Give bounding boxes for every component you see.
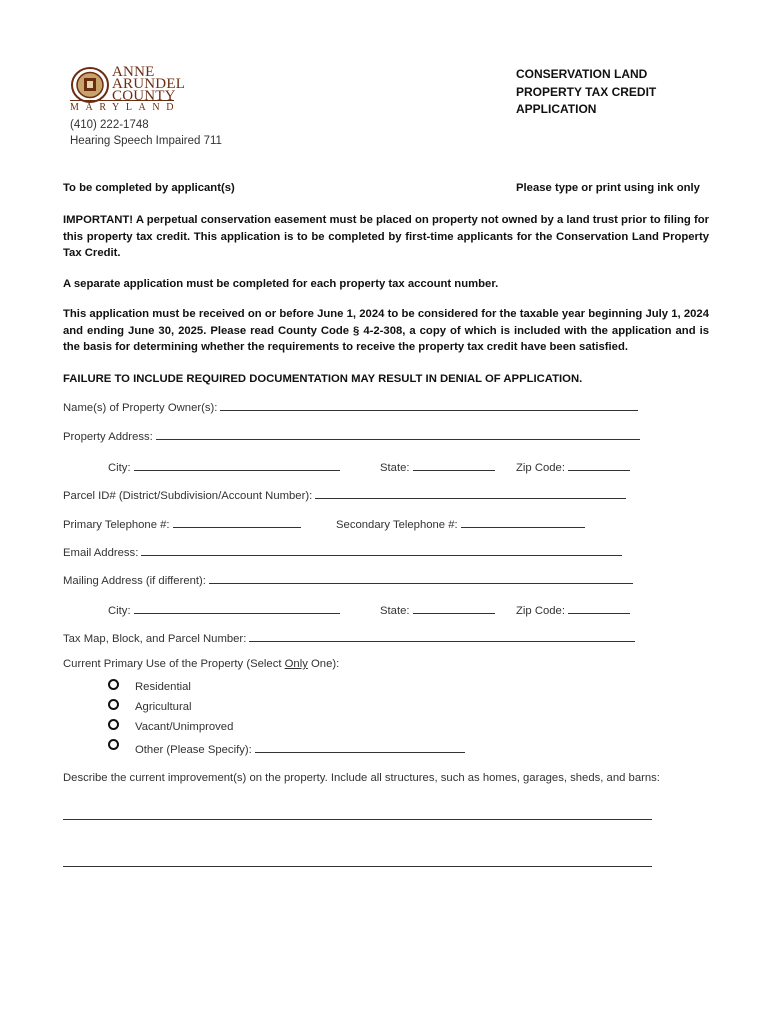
logo-text-arundel: ARUNDEL: [112, 76, 186, 92]
primary-use-label: Current Primary Use of the Property (Select: [63, 658, 285, 670]
secondary-phone-label: Secondary Telephone #:: [336, 519, 458, 531]
important-paragraph: IMPORTANT! A perpetual conservation easement must be placed on property not owned by a land trust prior to filing for this property tax credit. This application is to be completed by first-time applicants for the Conservation Land Property Tax Credit.: [63, 214, 709, 259]
primary-phone-label: Primary Telephone #:: [63, 519, 170, 531]
form-title-line1: CONSERVATION LAND: [516, 67, 648, 81]
owners-label: Name(s) of Property Owner(s):: [63, 402, 218, 414]
separate-application-note: A separate application must be completed for each property tax account number.: [63, 278, 499, 290]
tax-map-label: Tax Map, Block, and Parcel Number:: [63, 633, 247, 645]
primary-use-only: Only: [284, 658, 308, 670]
mailing-zip-input-line[interactable]: [568, 602, 630, 614]
city-label: City:: [108, 462, 131, 474]
mailing-zip-label: Zip Code:: [516, 605, 565, 617]
mailing-address-field: [63, 572, 633, 587]
radio-other[interactable]: [108, 739, 119, 750]
state-field: [380, 459, 495, 474]
primary-phone-input-line[interactable]: [173, 516, 301, 528]
county-logo: [68, 64, 186, 113]
city-input-line[interactable]: [134, 459, 340, 471]
type-or-print-note: Please type or print using ink only: [516, 182, 700, 194]
option-agricultural-label: Agricultural: [135, 701, 192, 713]
address-field: [63, 428, 640, 443]
phone-number: (410) 222-1748: [70, 119, 149, 131]
option-residential-label: Residential: [135, 681, 191, 693]
zip-label: Zip Code:: [516, 462, 565, 474]
other-specify-input-line[interactable]: [255, 741, 465, 753]
radio-vacant[interactable]: [108, 719, 119, 730]
secondary-phone-input-line[interactable]: [461, 516, 585, 528]
form-title: [516, 66, 656, 119]
zip-input-line[interactable]: [568, 459, 630, 471]
mailing-state-field: [380, 602, 495, 617]
county-seal-icon: [70, 66, 110, 104]
state-input-line[interactable]: [413, 459, 495, 471]
primary-phone-field: [63, 516, 301, 531]
parcel-id-field: [63, 487, 626, 502]
option-other-label: Other (Please Specify):: [135, 744, 252, 756]
tty-number: Hearing Speech Impaired 711: [70, 135, 222, 147]
failure-warning: FAILURE TO INCLUDE REQUIRED DOCUMENTATION MAY RESULT IN DENIAL OF APPLICATION.: [63, 373, 583, 385]
city-field: [108, 459, 340, 474]
mailing-city-input-line[interactable]: [134, 602, 340, 614]
mailing-address-label: Mailing Address (if different):: [63, 575, 206, 587]
address-input-line[interactable]: [156, 428, 640, 440]
mailing-address-input-line[interactable]: [209, 572, 633, 584]
form-title-line2: PROPERTY TAX CREDIT: [516, 84, 657, 99]
secondary-phone-field: [336, 516, 585, 531]
logo-text-county: COUNTY: [112, 88, 176, 104]
email-input-line[interactable]: [141, 544, 622, 556]
option-other-field: [135, 741, 465, 756]
improvements-line-1[interactable]: [63, 819, 652, 820]
owners-input-line[interactable]: [220, 399, 638, 411]
email-field: [63, 544, 622, 559]
parcel-id-input-line[interactable]: [315, 487, 626, 499]
logo-text-anne: ANNE: [112, 64, 155, 80]
parcel-id-label: Parcel ID# (District/Subdivision/Account Number):: [63, 490, 313, 502]
state-label: State:: [380, 462, 410, 474]
mailing-state-input-line[interactable]: [413, 602, 495, 614]
deadline-paragraph: This application must be received on or before June 1, 2024 to be considered for the taxable year beginning July 1, 2024 and ending June 30, 2025. Please read County Code § 4-2-308, a copy of which is included with the application and is the basis for determining whether the requirements to receive the property tax credit have been satisfied.: [63, 308, 709, 353]
primary-use-suffix: One):: [307, 658, 340, 670]
describe-improvements-label: Describe the current improvement(s) on the property. Include all structures, such as homes, garages, sheds, and barns:: [63, 772, 660, 784]
option-vacant-label: Vacant/Unimproved: [135, 721, 234, 733]
mailing-state-label: State:: [380, 605, 410, 617]
owners-field: [63, 399, 638, 414]
radio-agricultural[interactable]: [108, 699, 119, 710]
address-label: Property Address:: [63, 431, 153, 443]
email-label: Email Address:: [63, 547, 139, 559]
logo-text-maryland: MARYLAND: [70, 102, 181, 113]
radio-residential[interactable]: [108, 679, 119, 690]
tax-map-input-line[interactable]: [249, 630, 635, 642]
mailing-city-field: [108, 602, 340, 617]
zip-field: [516, 459, 630, 474]
mailing-city-label: City:: [108, 605, 131, 617]
mailing-zip-field: [516, 602, 630, 617]
improvements-line-2[interactable]: [63, 866, 652, 867]
tax-map-field: [63, 630, 635, 645]
form-title-line3: APPLICATION: [516, 102, 597, 116]
primary-use-question: [63, 658, 339, 670]
completed-by-note: To be completed by applicant(s): [63, 182, 235, 194]
